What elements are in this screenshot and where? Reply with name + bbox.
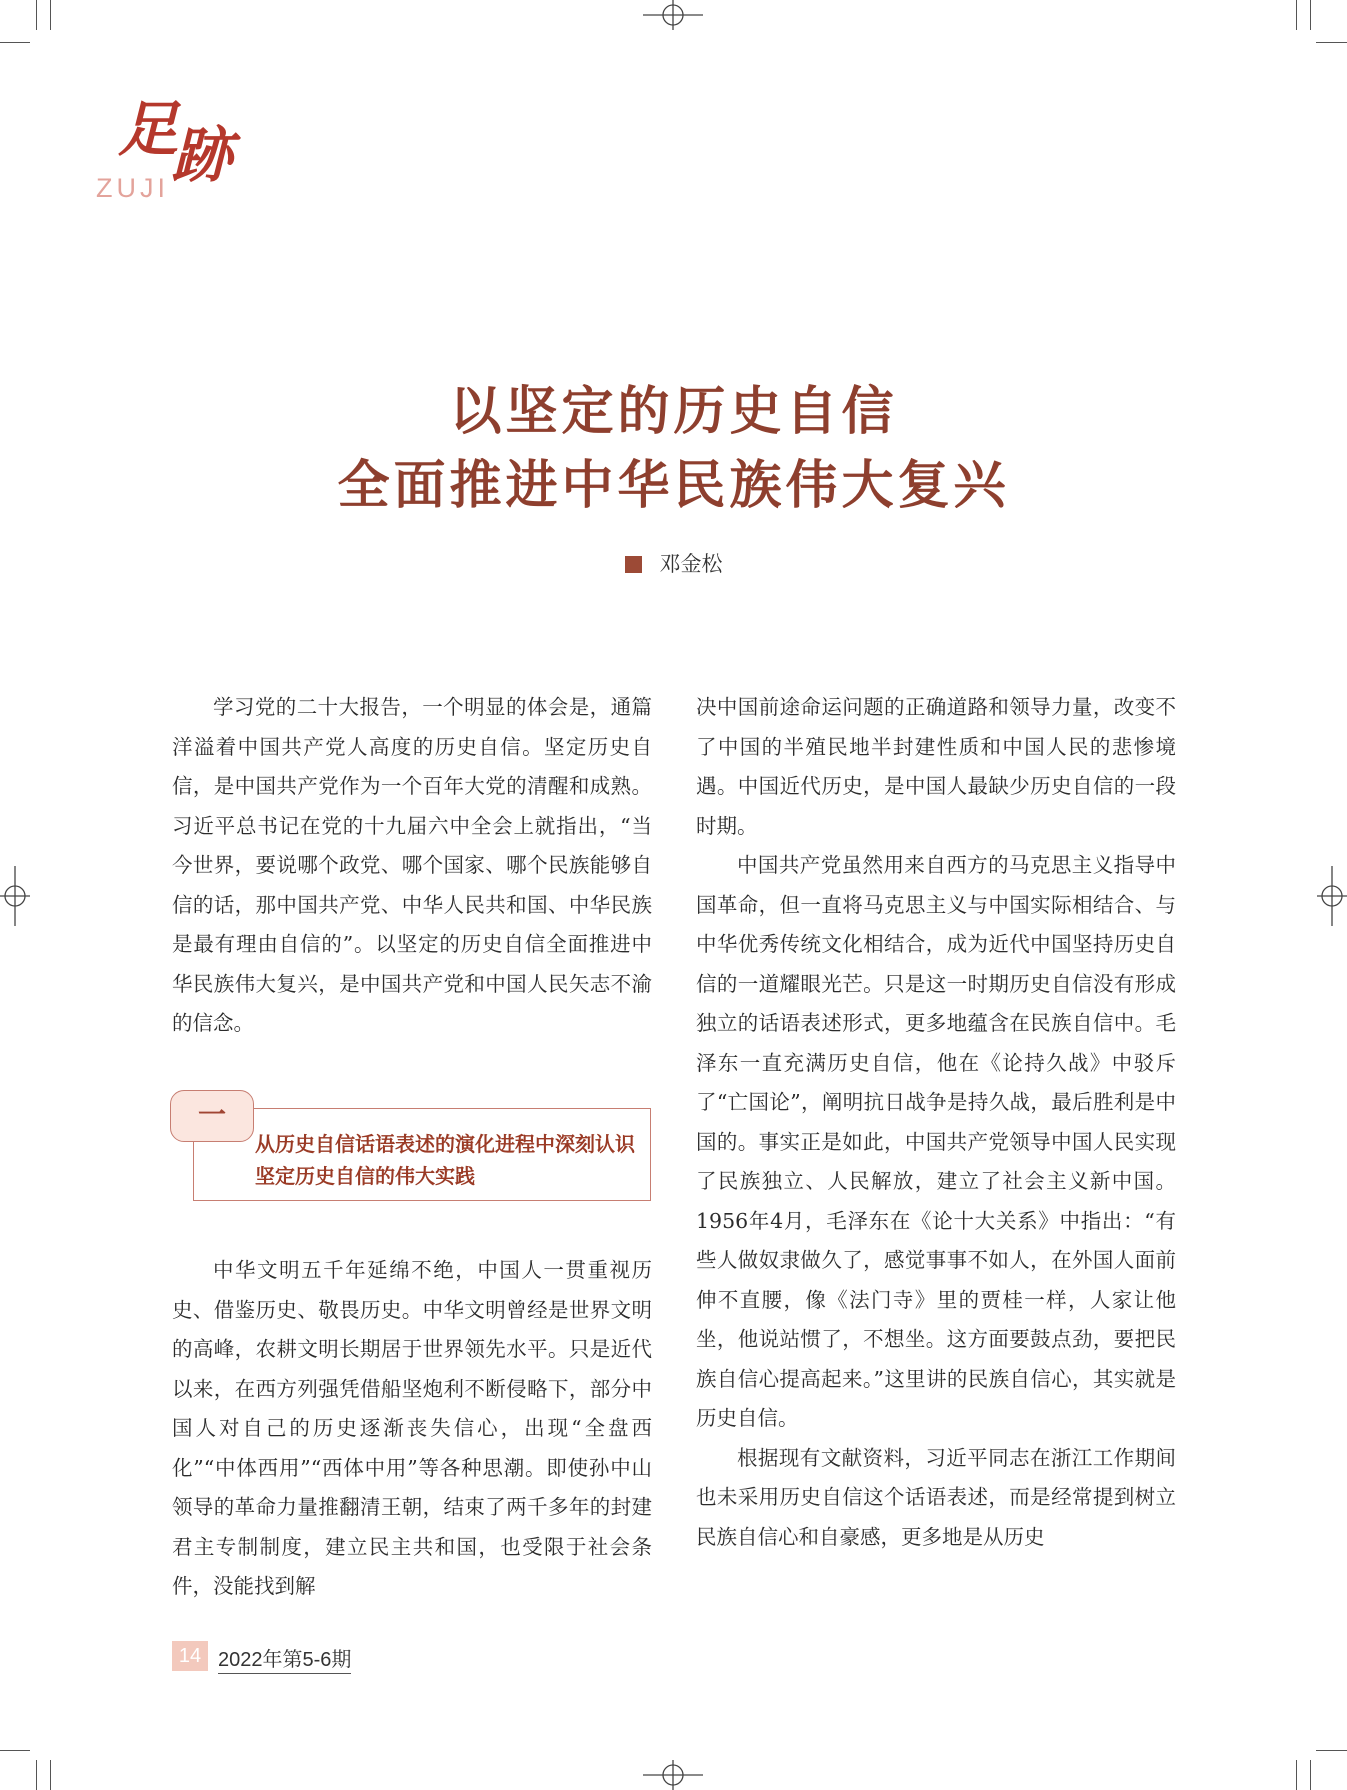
crop-mark — [1316, 42, 1347, 43]
crop-mark — [36, 1760, 37, 1790]
section-number: 一 — [170, 1090, 254, 1142]
crop-mark — [36, 0, 37, 30]
crop-mark — [50, 0, 51, 30]
page-number: 14 — [172, 1641, 208, 1671]
article-title-line2: 全面推进中华民族伟大复兴 — [337, 455, 1010, 516]
crop-mark — [0, 42, 30, 43]
crop-mark — [1296, 1760, 1297, 1790]
registration-mark-icon — [643, 0, 703, 30]
crop-mark — [1310, 1760, 1311, 1790]
logo-english: ZUJI — [96, 173, 169, 203]
crop-mark — [1296, 0, 1297, 30]
right-column — [696, 688, 1176, 1557]
intro-paragraph: 学习党的二十大报告，一个明显的体会是，通篇洋溢着中国共产党人高度的历史自信。坚定历史自信，是中国共产党作为一个百年大党的清醒和成熟。习近平总书记在党的十九届六中全会上就指出，“当今世界，要说哪个政党、哪个国家、哪个民族能够自信的话，那中国共产党、中华人民共和国、中华民族是最有理由自信的”。以坚定的历史自信全面推进中华民族伟大复兴，是中国共产党和中国人民矢志不渝的信念。 — [172, 695, 652, 1035]
author-square-icon — [625, 556, 642, 573]
article-title-line1: 以坚定的历史自信 — [449, 381, 898, 442]
body-paragraph: 中华文明五千年延绵不绝，中国人一贯重视历史、借鉴历史、敬畏历史。中华文明曾经是世界文明的高峰，农耕文明长期居于世界领先水平。只是近代以来，在西方列强凭借船坚炮利不断侵略下，部分中国人对自己的历史逐渐丧失信心，出现“全盘西化”“中体西用”“西体中用”等各种思潮。即使孙中山领导的革命力量推翻清王朝，结束了两千多年的封建君主专制制度，建立民主共和国，也受限于社会条件，没能找到解 — [172, 1258, 652, 1598]
crop-mark — [50, 1760, 51, 1790]
author-line — [0, 548, 1347, 578]
body-paragraph: 决中国前途命运问题的正确道路和领导力量，改变不了中国的半殖民地半封建性质和中国人民的悲惨境遇。中国近代历史，是中国人最缺少历史自信的一段时期。 — [696, 695, 1176, 838]
registration-mark-icon — [0, 866, 30, 926]
author-name: 邓金松 — [659, 552, 723, 576]
body-paragraph: 根据现有文献资料，习近平同志在浙江工作期间也未采用历史自信这个话语表述，而是经常提到树立民族自信心和自豪感，更多地是从历史 — [696, 1445, 1176, 1549]
issue-label: 2022年第5-6期 — [218, 1643, 351, 1674]
logo-chinese: 足跡 — [118, 95, 226, 191]
left-column — [172, 688, 652, 1044]
crop-mark — [1310, 0, 1311, 30]
registration-mark-icon — [1317, 866, 1347, 926]
section-title: 从历史自信话语表述的演化进程中深刻认识坚定历史自信的伟大实践 — [255, 1134, 635, 1188]
left-column-continued — [172, 1251, 652, 1607]
section-logo — [118, 95, 226, 191]
crop-mark — [1316, 1750, 1347, 1751]
body-paragraph: 中国共产党虽然用来自西方的马克思主义指导中国革命，但一直将马克思主义与中国实际相结合、与中华优秀传统文化相结合，成为近代中国坚持历史自信的一道耀眼光芒。只是这一时期历史自信没有形成独立的话语表述形式，更多地蕴含在民族自信中。毛泽东一直充满历史自信，他在《论持久战》中驳斥了“亡国论”，阐明抗日战争是持久战，最后胜利是中国的。事实正是如此，中国共产党领导中国人民实现了民族独立、人民解放，建立了社会主义新中国。1956年4月，毛泽东在《论十大关系》中指出：“有些人做奴隶做久了，感觉事事不如人，在外国人面前伸不直腰，像《法门寺》里的贾桂一样，人家让他坐，他说站惯了，不想坐。这方面要鼓点劲，要把民族自信心提高起来。”这里讲的民族自信心，其实就是历史自信。 — [696, 853, 1176, 1430]
registration-mark-icon — [643, 1760, 703, 1790]
crop-mark — [0, 1750, 30, 1751]
